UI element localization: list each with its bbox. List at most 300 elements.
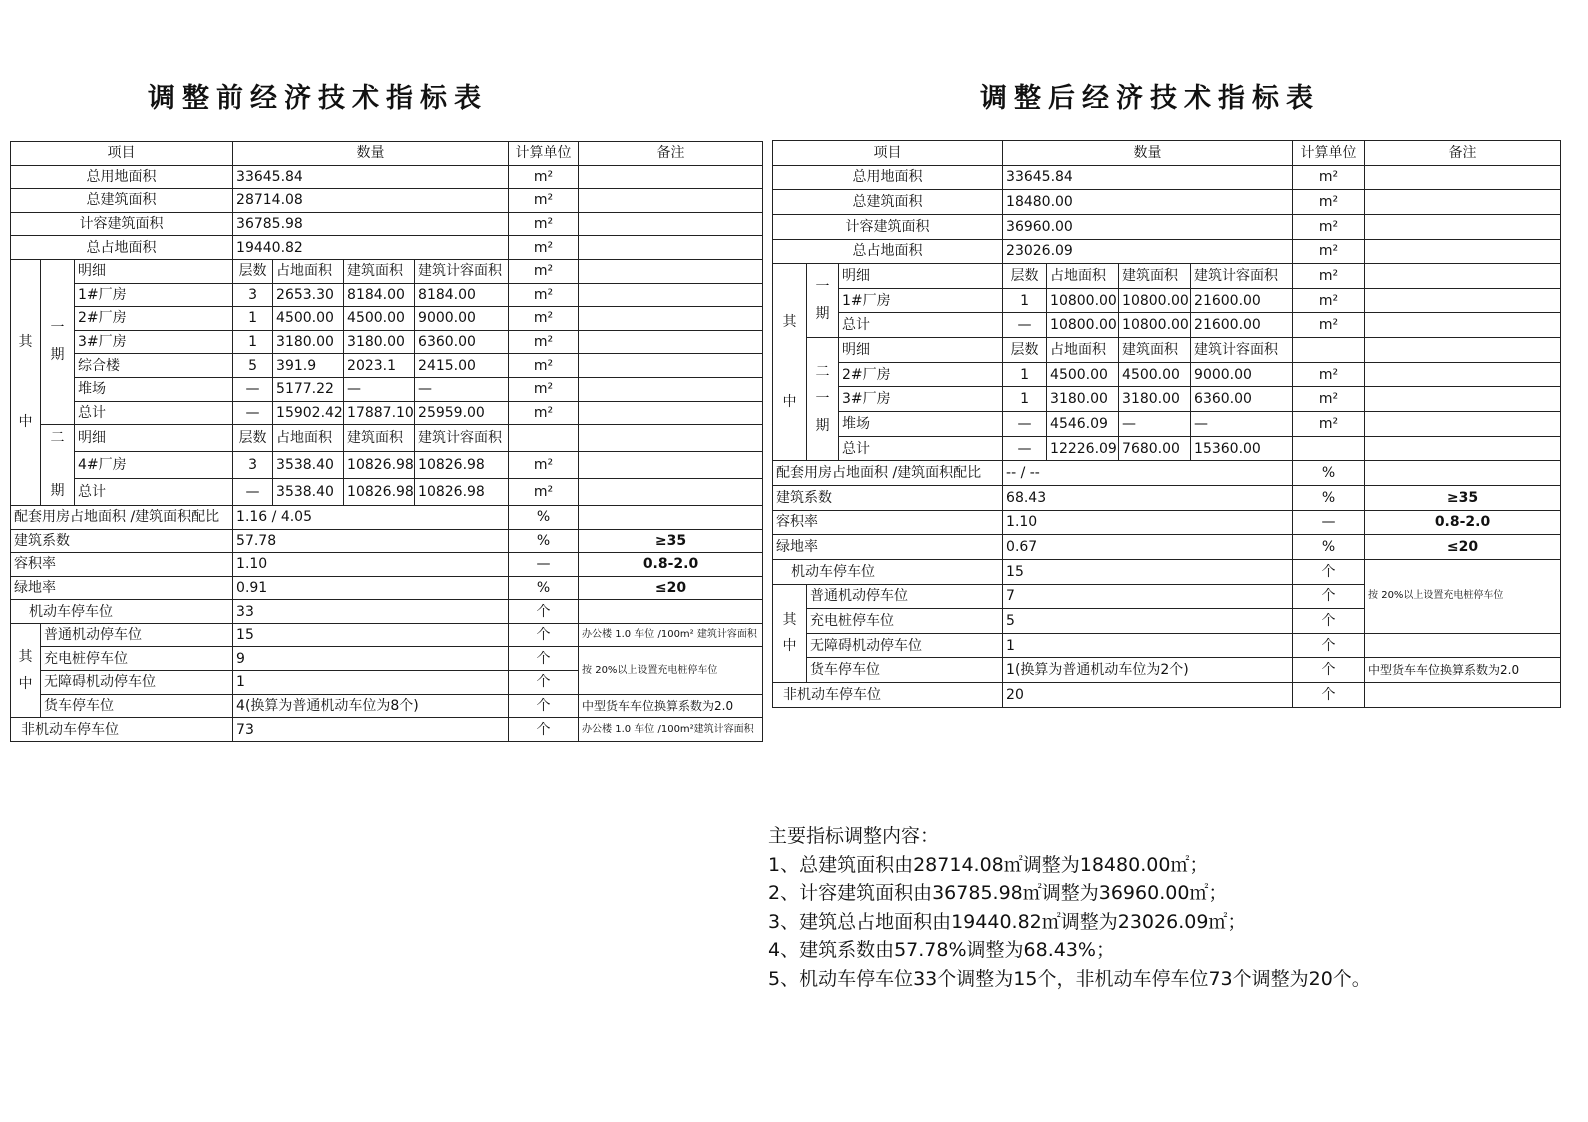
detail-area-header: 建筑面积 <box>1119 338 1191 363</box>
table-row <box>11 307 763 331</box>
row-value: 33 <box>233 600 509 624</box>
row-label: 普通机动停车位 <box>41 623 233 647</box>
row-unit: m² <box>509 189 579 213</box>
item-floors: — <box>1003 412 1047 437</box>
item-area: 10826.98 <box>344 478 415 505</box>
table-row <box>11 553 763 577</box>
row-value: 0.91 <box>233 576 509 600</box>
item-unit: m² <box>509 283 579 307</box>
row-unit: m² <box>1293 190 1365 215</box>
detail-floors-header: 层数 <box>233 425 273 452</box>
parking-qizhong-label: 其 中 <box>773 584 807 683</box>
item-floors: 1 <box>233 307 273 331</box>
row-value: 7 <box>1003 584 1293 609</box>
item-footprint: 10800.00 <box>1047 288 1119 313</box>
left-table-title: 调整前经济技术指标表 <box>148 83 488 114</box>
table-row <box>773 190 1561 215</box>
row-unit: % <box>509 576 579 600</box>
row-remark <box>579 212 763 236</box>
item-far: 10826.98 <box>415 478 509 505</box>
phase1-label: 一 期 <box>41 259 75 424</box>
header-item: 项目 <box>11 142 233 166</box>
row-label: 配套用房占地面积 /建筑面积配比 <box>11 505 233 529</box>
item-area: 3180.00 <box>344 330 415 354</box>
row-label: 总占地面积 <box>11 236 233 260</box>
detail-header-row <box>773 264 1561 289</box>
row-unit: 个 <box>1293 683 1365 708</box>
row-remark: ≤20 <box>1365 535 1561 560</box>
table-row <box>11 576 763 600</box>
row-unit: 个 <box>1293 658 1365 683</box>
row-unit: % <box>1293 535 1365 560</box>
item-name: 堆场 <box>839 412 1003 437</box>
row-value: 36785.98 <box>233 212 509 236</box>
row-label: 总用地面积 <box>11 165 233 189</box>
row-remark <box>579 377 763 401</box>
row-label: 机动车停车位 <box>11 600 233 624</box>
summary-item: 3、建筑总占地面积由19440.82㎡调整为23026.09㎡； <box>768 910 1247 933</box>
item-floors: — <box>1003 313 1047 338</box>
item-far: 6360.00 <box>415 330 509 354</box>
item-area: 7680.00 <box>1119 436 1191 461</box>
header-quantity: 数量 <box>233 142 509 166</box>
row-unit: 个 <box>509 623 579 647</box>
row-unit: m² <box>509 212 579 236</box>
summary-heading: 主要指标调整内容： <box>768 825 940 847</box>
detail-far-header: 建筑计容面积 <box>1191 338 1293 363</box>
row-unit: 个 <box>1293 633 1365 658</box>
item-area: — <box>344 377 415 401</box>
row-unit: 个 <box>509 694 579 718</box>
row-value: 1 <box>233 671 509 695</box>
row-unit: % <box>1293 485 1365 510</box>
table-row <box>11 694 763 718</box>
item-floors: — <box>233 478 273 505</box>
row-value: 1.10 <box>233 553 509 577</box>
row-unit: % <box>509 529 579 553</box>
table-row <box>11 236 763 260</box>
item-unit: m² <box>509 478 579 505</box>
row-remark <box>1365 190 1561 215</box>
row-label: 配套用房占地面积 /建筑面积配比 <box>773 461 1003 486</box>
adjustment-summary <box>768 822 1371 994</box>
row-remark: ≥35 <box>1365 485 1561 510</box>
table-row <box>11 377 763 401</box>
item-far: 9000.00 <box>415 307 509 331</box>
item-unit: m² <box>509 452 579 479</box>
item-name: 3#厂房 <box>75 330 233 354</box>
table-row <box>11 718 763 742</box>
item-footprint: 3180.00 <box>273 330 344 354</box>
item-unit: m² <box>509 377 579 401</box>
row-value: 4(换算为普通机动车位为8个) <box>233 694 509 718</box>
table-row <box>773 485 1561 510</box>
item-floors: — <box>233 401 273 425</box>
detail-far-header: 建筑计容面积 <box>415 259 509 283</box>
item-name: 总计 <box>75 401 233 425</box>
item-unit: m² <box>1293 412 1365 437</box>
table-row <box>773 633 1561 658</box>
row-value: 1.16 / 4.05 <box>233 505 509 529</box>
row-remark: ≥35 <box>579 529 763 553</box>
header-row <box>773 141 1561 166</box>
row-label: 容积率 <box>773 510 1003 535</box>
row-remark <box>1365 461 1561 486</box>
detail-footprint-header: 占地面积 <box>273 259 344 283</box>
row-label: 无障碍机动停车位 <box>807 633 1003 658</box>
row-value: 18480.00 <box>1003 190 1293 215</box>
item-floors: 5 <box>233 354 273 378</box>
item-unit: m² <box>1293 387 1365 412</box>
table-row <box>11 330 763 354</box>
row-value: 9 <box>233 647 509 671</box>
row-value: 68.43 <box>1003 485 1293 510</box>
row-remark: ≤20 <box>579 576 763 600</box>
row-remark <box>579 307 763 331</box>
item-floors: 3 <box>233 283 273 307</box>
item-name: 3#厂房 <box>839 387 1003 412</box>
row-remark <box>579 452 763 479</box>
detail-name-header: 明细 <box>75 425 233 452</box>
row-unit: m² <box>509 165 579 189</box>
detail-footprint-header: 占地面积 <box>1047 338 1119 363</box>
item-area: 4500.00 <box>1119 362 1191 387</box>
row-label: 总占地面积 <box>773 239 1003 264</box>
row-remark: 0.8-2.0 <box>579 553 763 577</box>
row-value: 33645.84 <box>1003 165 1293 190</box>
summary-item: 2、计容建筑面积由36785.98㎡调整为36960.00㎡； <box>768 882 1228 905</box>
table-row <box>11 600 763 624</box>
table-row <box>773 387 1561 412</box>
detail-name-header: 明细 <box>839 338 1003 363</box>
table-row <box>11 452 763 479</box>
detail-area-header: 建筑面积 <box>1119 264 1191 289</box>
table-row <box>773 658 1561 683</box>
item-unit: m² <box>1293 313 1365 338</box>
table-row <box>11 505 763 529</box>
item-area: 10826.98 <box>344 452 415 479</box>
row-remark: 办公楼 1.0 车位 /100m²建筑计容面积 <box>579 718 763 742</box>
row-label: 容积率 <box>11 553 233 577</box>
item-far: — <box>415 377 509 401</box>
detail-unit: m² <box>509 259 579 283</box>
item-far: 21600.00 <box>1191 313 1293 338</box>
row-value: 73 <box>233 718 509 742</box>
summary-item: 1、总建筑面积由28714.08㎡调整为18480.00㎡； <box>768 853 1209 876</box>
item-far: 21600.00 <box>1191 288 1293 313</box>
item-name: 总计 <box>839 313 1003 338</box>
item-name: 总计 <box>839 436 1003 461</box>
row-value: 57.78 <box>233 529 509 553</box>
row-value: 1 <box>1003 633 1293 658</box>
detail-floors-header: 层数 <box>233 259 273 283</box>
item-far: 9000.00 <box>1191 362 1293 387</box>
item-footprint: 4546.09 <box>1047 412 1119 437</box>
table-row <box>11 478 763 505</box>
phase2-label: 二 一 期 <box>807 338 839 461</box>
item-far: 25959.00 <box>415 401 509 425</box>
row-remark <box>579 401 763 425</box>
item-footprint: 3180.00 <box>1047 387 1119 412</box>
row-unit: m² <box>1293 165 1365 190</box>
header-unit: 计算单位 <box>1293 141 1365 166</box>
item-floors: 1 <box>233 330 273 354</box>
row-value: 36960.00 <box>1003 214 1293 239</box>
row-remark <box>1365 288 1561 313</box>
detail-footprint-header: 占地面积 <box>273 425 344 452</box>
detail-unit: m² <box>1293 264 1365 289</box>
item-area: 4500.00 <box>344 307 415 331</box>
table-row <box>11 623 763 647</box>
row-remark <box>1365 264 1561 289</box>
header-unit: 计算单位 <box>509 142 579 166</box>
row-unit: 个 <box>509 718 579 742</box>
row-label: 计容建筑面积 <box>773 214 1003 239</box>
row-unit: 个 <box>509 647 579 671</box>
table-row <box>11 189 763 213</box>
summary-item: 5、机动车停车位33个调整为15个，非机动车停车位73个调整为20个。 <box>768 967 1371 990</box>
after-indicator-table <box>772 140 1561 708</box>
table-row <box>773 461 1561 486</box>
row-remark <box>1365 239 1561 264</box>
item-far: 10826.98 <box>415 452 509 479</box>
row-remark <box>579 354 763 378</box>
before-indicator-table <box>10 141 763 742</box>
header-row <box>11 142 763 166</box>
item-name: 1#厂房 <box>75 283 233 307</box>
item-footprint: 3538.40 <box>273 478 344 505</box>
header-item: 项目 <box>773 141 1003 166</box>
row-unit: % <box>1293 461 1365 486</box>
row-value: 28714.08 <box>233 189 509 213</box>
table-row <box>11 647 763 671</box>
row-remark <box>579 236 763 260</box>
item-floors: 3 <box>233 452 273 479</box>
row-remark <box>1365 165 1561 190</box>
row-remark <box>1365 338 1561 363</box>
item-footprint: 10800.00 <box>1047 313 1119 338</box>
row-label: 绿地率 <box>773 535 1003 560</box>
detail-floors-header: 层数 <box>1003 338 1047 363</box>
item-unit: m² <box>1293 288 1365 313</box>
row-unit: 个 <box>1293 584 1365 609</box>
row-remark: 中型货车车位换算系数为2.0 <box>1365 658 1561 683</box>
item-area: 2023.1 <box>344 354 415 378</box>
row-label: 机动车停车位 <box>773 559 1003 584</box>
item-name: 2#厂房 <box>839 362 1003 387</box>
row-label: 充电桩停车位 <box>807 609 1003 634</box>
table-row <box>773 510 1561 535</box>
row-unit: 个 <box>1293 559 1365 584</box>
item-name: 4#厂房 <box>75 452 233 479</box>
right-table-title: 调整后经济技术指标表 <box>980 83 1320 114</box>
row-unit: 个 <box>509 671 579 695</box>
row-label: 货车停车位 <box>807 658 1003 683</box>
table-row <box>773 362 1561 387</box>
row-value: 0.67 <box>1003 535 1293 560</box>
row-remark <box>579 425 763 452</box>
table-row <box>773 412 1561 437</box>
row-value: -- / -- <box>1003 461 1293 486</box>
item-footprint: 3538.40 <box>273 452 344 479</box>
row-unit: m² <box>509 236 579 260</box>
row-remark: 中型货车车位换算系数为2.0 <box>579 694 763 718</box>
item-far: — <box>1191 412 1293 437</box>
table-row <box>773 436 1561 461</box>
row-remark: 按 20%以上设置充电桩停车位 <box>1365 559 1561 633</box>
row-remark: 按 20%以上设置充电桩停车位 <box>579 647 763 694</box>
item-area: 8184.00 <box>344 283 415 307</box>
row-remark <box>1365 683 1561 708</box>
table-row <box>11 165 763 189</box>
row-value: 19440.82 <box>233 236 509 260</box>
item-area: — <box>1119 412 1191 437</box>
table-row <box>773 535 1561 560</box>
row-label: 建筑系数 <box>773 485 1003 510</box>
row-unit: m² <box>1293 239 1365 264</box>
row-label: 普通机动停车位 <box>807 584 1003 609</box>
detail-far-header: 建筑计容面积 <box>1191 264 1293 289</box>
row-remark <box>1365 214 1561 239</box>
item-name: 堆场 <box>75 377 233 401</box>
row-value: 33645.84 <box>233 165 509 189</box>
row-remark <box>1365 362 1561 387</box>
row-unit: 个 <box>1293 609 1365 634</box>
row-remark <box>1365 387 1561 412</box>
table-row <box>773 683 1561 708</box>
detail-area-header: 建筑面积 <box>344 259 415 283</box>
phase2-label: 二 期 <box>41 425 75 506</box>
item-far: 8184.00 <box>415 283 509 307</box>
detail-area-header: 建筑面积 <box>344 425 415 452</box>
row-value: 1.10 <box>1003 510 1293 535</box>
row-remark <box>579 283 763 307</box>
item-name: 总计 <box>75 478 233 505</box>
item-footprint: 12226.09 <box>1047 436 1119 461</box>
detail-name-header: 明细 <box>839 264 1003 289</box>
row-value: 15 <box>233 623 509 647</box>
item-footprint: 5177.22 <box>273 377 344 401</box>
item-unit: m² <box>509 330 579 354</box>
item-unit: m² <box>509 307 579 331</box>
header-quantity: 数量 <box>1003 141 1293 166</box>
item-area: 10800.00 <box>1119 313 1191 338</box>
table-row <box>11 283 763 307</box>
detail-floors-header: 层数 <box>1003 264 1047 289</box>
item-unit: m² <box>509 354 579 378</box>
table-row <box>11 529 763 553</box>
row-remark <box>1365 412 1561 437</box>
header-remark: 备注 <box>579 142 763 166</box>
item-floors: 1 <box>1003 288 1047 313</box>
table-row <box>773 239 1561 264</box>
row-unit: — <box>509 553 579 577</box>
row-label: 非机动车停车位 <box>11 718 233 742</box>
item-unit <box>1293 436 1365 461</box>
row-remark <box>1365 633 1561 658</box>
row-unit: m² <box>1293 214 1365 239</box>
item-area: 10800.00 <box>1119 288 1191 313</box>
detail-header-row <box>11 259 763 283</box>
row-remark: 0.8-2.0 <box>1365 510 1561 535</box>
item-footprint: 391.9 <box>273 354 344 378</box>
detail-name-header: 明细 <box>75 259 233 283</box>
row-remark <box>579 259 763 283</box>
item-footprint: 4500.00 <box>1047 362 1119 387</box>
row-remark <box>579 330 763 354</box>
qizhong-label: 其 中 <box>773 264 807 461</box>
item-far: 6360.00 <box>1191 387 1293 412</box>
item-footprint: 4500.00 <box>273 307 344 331</box>
row-label: 总用地面积 <box>773 165 1003 190</box>
table-row <box>11 401 763 425</box>
row-remark <box>579 600 763 624</box>
summary-item: 4、建筑系数由57.78%调整为68.43%； <box>768 939 1115 962</box>
item-unit: m² <box>509 401 579 425</box>
row-unit <box>509 425 579 452</box>
table-row <box>773 559 1561 584</box>
item-floors: — <box>1003 436 1047 461</box>
row-unit: % <box>509 505 579 529</box>
item-area: 17887.10 <box>344 401 415 425</box>
item-name: 1#厂房 <box>839 288 1003 313</box>
row-value: 5 <box>1003 609 1293 634</box>
item-area: 3180.00 <box>1119 387 1191 412</box>
item-floors: — <box>233 377 273 401</box>
row-label: 非机动车停车位 <box>773 683 1003 708</box>
table-row <box>773 165 1561 190</box>
header-remark: 备注 <box>1365 141 1561 166</box>
item-far: 2415.00 <box>415 354 509 378</box>
row-label: 总建筑面积 <box>773 190 1003 215</box>
item-name: 2#厂房 <box>75 307 233 331</box>
row-value: 23026.09 <box>1003 239 1293 264</box>
row-label: 无障碍机动停车位 <box>41 671 233 695</box>
table-row <box>11 212 763 236</box>
table-row <box>773 288 1561 313</box>
row-remark: 办公楼 1.0 车位 /100m² 建筑计容面积 <box>579 623 763 647</box>
row-remark <box>579 165 763 189</box>
row-unit: 个 <box>509 600 579 624</box>
detail-header-row <box>11 425 763 452</box>
item-name: 综合楼 <box>75 354 233 378</box>
row-label: 建筑系数 <box>11 529 233 553</box>
row-remark <box>1365 436 1561 461</box>
item-floors: 1 <box>1003 387 1047 412</box>
row-remark <box>579 505 763 529</box>
item-footprint: 15902.42 <box>273 401 344 425</box>
row-value: 15 <box>1003 559 1293 584</box>
item-far: 15360.00 <box>1191 436 1293 461</box>
row-label: 计容建筑面积 <box>11 212 233 236</box>
row-unit <box>1293 338 1365 363</box>
item-footprint: 2653.30 <box>273 283 344 307</box>
row-label: 总建筑面积 <box>11 189 233 213</box>
phase1-label: 一 期 <box>807 264 839 338</box>
row-unit: — <box>1293 510 1365 535</box>
item-floors: 1 <box>1003 362 1047 387</box>
item-unit: m² <box>1293 362 1365 387</box>
qizhong-label: 其 中 <box>11 259 41 505</box>
row-remark <box>579 189 763 213</box>
row-label: 绿地率 <box>11 576 233 600</box>
parking-qizhong-label: 其 中 <box>11 623 41 717</box>
detail-far-header: 建筑计容面积 <box>415 425 509 452</box>
table-row <box>773 214 1561 239</box>
detail-footprint-header: 占地面积 <box>1047 264 1119 289</box>
row-label: 货车停车位 <box>41 694 233 718</box>
row-remark <box>1365 313 1561 338</box>
